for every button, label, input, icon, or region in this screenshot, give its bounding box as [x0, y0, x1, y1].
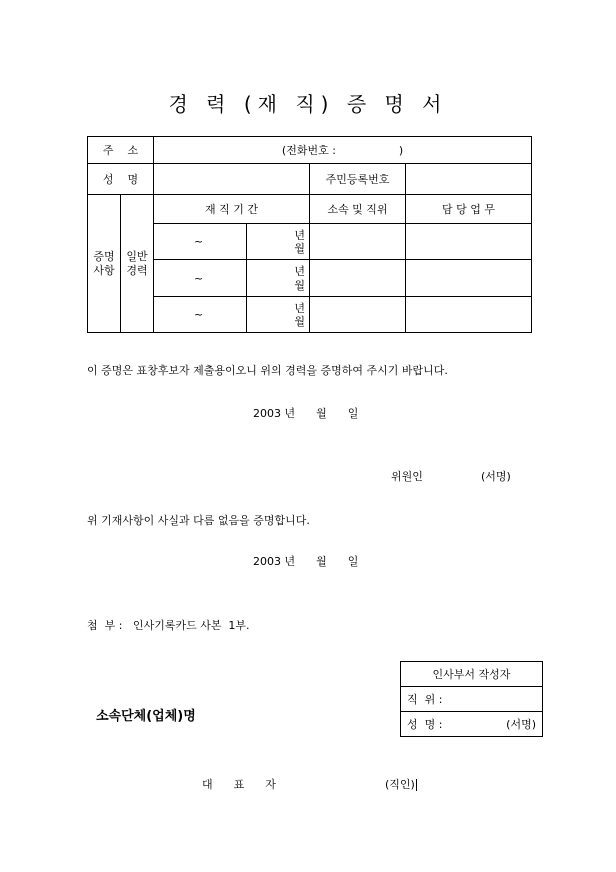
- hr-sign-mark: (서명): [506, 718, 536, 731]
- phone-field: (전화번호 : ): [154, 137, 532, 164]
- section-label: 증명 사항: [88, 195, 121, 333]
- text-cursor: [416, 779, 417, 791]
- address-row: [88, 137, 532, 164]
- hr-author-box: [400, 661, 543, 737]
- document-title: 경 력 (재 직) 증 명 서: [168, 92, 448, 116]
- dept-cell: [310, 297, 406, 333]
- address-label: 주 소: [88, 137, 154, 164]
- period-row: [88, 297, 532, 333]
- period-row: [88, 260, 532, 297]
- period-header: 재 직 기 간: [154, 195, 310, 224]
- representative-label: 대 표 자: [202, 778, 276, 791]
- organization-name: 소속단체(업체)명: [96, 709, 196, 724]
- hr-position-row: 직 위 :: [401, 687, 543, 712]
- delegate-sign-mark: (서명): [481, 470, 511, 483]
- period-end: 년 월: [247, 297, 310, 333]
- period-end: 년 월: [247, 224, 310, 260]
- duty-header: 담 당 업 무: [406, 195, 532, 224]
- period-start: ~: [154, 224, 247, 260]
- period-start: ~: [154, 260, 247, 297]
- resident-number-value: [406, 164, 532, 195]
- name-value: [154, 164, 310, 195]
- duty-cell: [406, 297, 532, 333]
- resident-number-label: 주민등록번호: [310, 164, 406, 195]
- hr-box-header: 인사부서 작성자: [401, 662, 543, 687]
- period-row: [88, 224, 532, 260]
- request-date: 2003 년 월 일: [253, 407, 359, 420]
- name-label: 성 명: [88, 164, 154, 195]
- delegate-label: 위원인: [391, 470, 423, 483]
- period-end: 년 월: [247, 260, 310, 297]
- period-start: ~: [154, 297, 247, 333]
- attachment-note: 첨 부 : 인사기록카드 사본 1부.: [87, 619, 250, 632]
- period-header-row: [88, 195, 532, 224]
- duty-cell: [406, 260, 532, 297]
- request-statement: 이 증명은 표창후보자 제출용이오니 위의 경력을 증명하여 주시기 바랍니다.: [87, 364, 448, 377]
- name-row: [88, 164, 532, 195]
- dept-header: 소속 및 직위: [310, 195, 406, 224]
- sub-section-label: 일반 경력: [121, 195, 154, 333]
- duty-cell: [406, 224, 532, 260]
- seal-mark: (직인): [385, 778, 415, 791]
- dept-cell: [310, 260, 406, 297]
- certification-date: 2003 년 월 일: [253, 555, 359, 568]
- career-table: [87, 136, 532, 333]
- dept-cell: [310, 224, 406, 260]
- hr-name-row: 성 명 : (서명): [401, 712, 543, 737]
- certification-statement: 위 기재사항이 사실과 다름 없음을 증명합니다.: [87, 514, 310, 527]
